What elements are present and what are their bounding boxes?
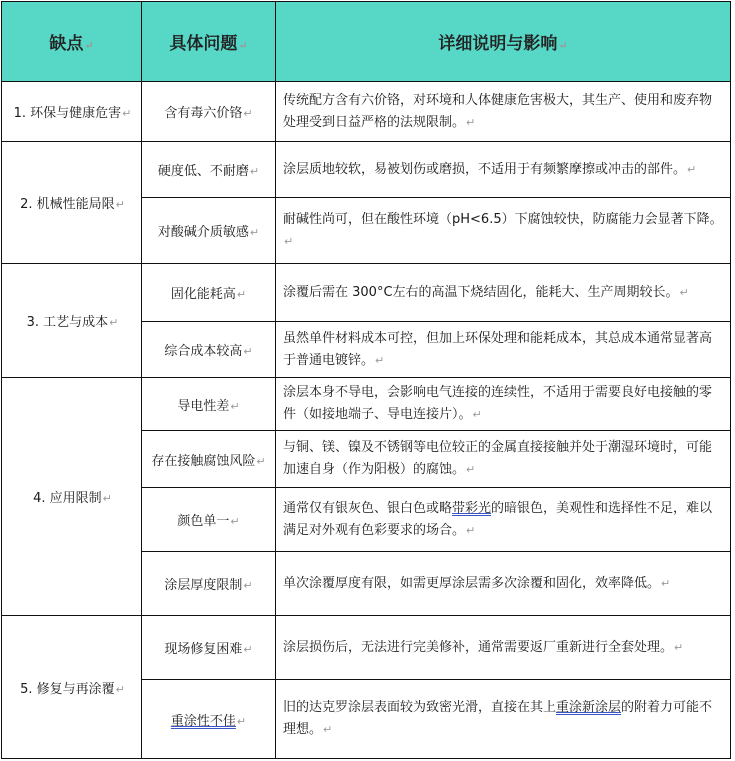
paragraph-mark-icon: ↵ — [466, 115, 476, 129]
description-text: 涂层本身不导电，会影响电气连接的连续性，不适用于需要良好电接触的零件（如接地端子、导电连接片）。 — [283, 385, 713, 422]
paragraph-mark-icon: ↵ — [674, 640, 684, 654]
category-cell — [2, 378, 142, 616]
paragraph-mark-icon: ↵ — [249, 226, 260, 239]
paragraph-mark-icon: ↵ — [284, 234, 294, 248]
defects-table — [1, 1, 731, 759]
issue-cell — [142, 552, 276, 616]
description-text: 涂覆后需在 300°C左右的高温下烧结固化，能耗大、生产周期较长。 — [283, 284, 679, 300]
description-cell — [276, 431, 731, 488]
description-text: 与铜、镁、镍及不锈钢等电位较正的金属直接接触并处于潮湿环境时，可能加速自身（作为阳极）的腐蚀。 — [283, 440, 713, 477]
table-row — [2, 142, 731, 198]
paragraph-mark-icon: ↵ — [466, 523, 476, 537]
issue-cell — [142, 198, 276, 264]
description-text: 通常仅有银灰色、银白色或略 — [283, 500, 453, 516]
issue-label: 颜色单一 — [177, 514, 230, 529]
issue-cell — [142, 431, 276, 488]
paragraph-mark-icon: ↵ — [236, 288, 247, 301]
description-text: 旧的达克罗涂层表面较为致密光滑，直接在其上 — [283, 700, 557, 715]
issue-cell — [142, 378, 276, 431]
table-row — [2, 616, 731, 680]
description-cell — [276, 488, 731, 552]
paragraph-mark-icon: ↵ — [109, 316, 119, 329]
paragraph-mark-icon: ↵ — [230, 515, 240, 528]
issue-label: 存在接触腐蚀风险 — [151, 453, 256, 469]
paragraph-mark-icon: ↵ — [466, 463, 476, 476]
paragraph-mark-icon: ↵ — [243, 107, 253, 120]
issue-label: 涂层厚度限制 — [164, 578, 243, 593]
issue-label: 含有毒六价铬 — [164, 106, 243, 121]
issue-label: 现场修复困难 — [164, 642, 243, 657]
category-label: 4. 应用限制 — [33, 491, 102, 506]
table-row — [2, 378, 731, 431]
paragraph-mark-icon: ↵ — [236, 714, 247, 728]
paragraph-mark-icon: ↵ — [115, 682, 125, 696]
issue-label: 综合成本较高 — [164, 344, 243, 359]
issue-label: 对酸碱介质敏感 — [157, 225, 249, 240]
category-cell — [2, 616, 142, 759]
issue-cell — [142, 264, 276, 322]
category-cell — [2, 82, 142, 142]
description-text: 涂层损伤后，无法进行完美修补，通常需要返厂重新进行全套处理。 — [283, 639, 674, 655]
issue-label: 硬度低、不耐磨 — [157, 164, 249, 179]
category-label: 1. 环保与健康危害 — [13, 106, 122, 121]
description-text: 单次涂覆厚度有限，如需更厚涂层需多次涂覆和固化，效率降低。 — [283, 575, 661, 591]
paragraph-mark-icon: ↵ — [243, 345, 253, 358]
description-cell — [276, 82, 731, 142]
issue-cell — [142, 488, 276, 552]
header-description: 详细说明与影响↵ — [276, 2, 731, 82]
description-cell — [276, 378, 731, 431]
description-cell — [276, 264, 731, 322]
issue-cell — [142, 680, 276, 759]
table-row — [2, 264, 731, 322]
spellcheck-underlined-text: 重涂新涂层 — [556, 700, 622, 715]
category-label: 3. 工艺与成本 — [26, 315, 109, 330]
issue-label: 导电性差 — [177, 398, 230, 414]
description-text: 的暗银色，美观性和选择性不足，难以满足对外观有色彩要求的场合。 — [283, 500, 713, 538]
issue-cell — [142, 322, 276, 378]
header-row — [2, 2, 731, 82]
paragraph-mark-icon: ↵ — [243, 579, 253, 592]
paragraph-mark-icon: ↵ — [115, 198, 125, 211]
category-label: 5. 修复与再涂覆 — [20, 681, 115, 697]
header-defect: 缺点↵ — [2, 2, 142, 82]
issue-cell — [142, 616, 276, 680]
description-text: 的附着力可能不理想。 — [283, 700, 713, 737]
paragraph-mark-icon: ↵ — [122, 107, 132, 120]
paragraph-mark-icon: ↵ — [256, 454, 266, 468]
category-label: 2. 机械性能局限 — [20, 197, 115, 212]
table-row — [2, 82, 731, 142]
description-text: 传统配方含有六价铬，对环境和人体健康危害极大，其生产、使用和废弃物处理受到日益严格的法规限制。 — [283, 92, 713, 130]
description-cell — [276, 552, 731, 616]
category-cell — [2, 264, 142, 378]
issue-label: 重涂性不佳 — [170, 713, 236, 729]
description-text: 涂层质地较软，易被划伤或磨损，不适用于有频繁摩擦或冲击的部件。 — [283, 161, 687, 177]
paragraph-mark-icon: ↵ — [323, 723, 333, 736]
header-issue: 具体问题↵ — [142, 2, 276, 82]
category-cell — [2, 142, 142, 264]
description-cell — [276, 142, 731, 198]
paragraph-mark-icon: ↵ — [102, 492, 112, 505]
issue-label: 固化能耗高 — [170, 287, 236, 302]
description-cell — [276, 322, 731, 378]
description-text: 耐碱性尚可，但在酸性环境（pH<6.5）下腐蚀较快，防腐能力会显著下降。 — [283, 211, 723, 227]
description-cell — [276, 198, 731, 264]
paragraph-mark-icon: ↵ — [472, 408, 482, 421]
paragraph-mark-icon: ↵ — [243, 643, 253, 656]
paragraph-mark-icon: ↵ — [679, 285, 689, 299]
issue-cell — [142, 142, 276, 198]
paragraph-mark-icon: ↵ — [661, 576, 671, 590]
description-cell — [276, 680, 731, 759]
description-cell — [276, 616, 731, 680]
description-text: 虽然单件材料成本可控，但加上环保处理和能耗成本，其总成本通常显著高于普通电镀锌。 — [283, 330, 713, 368]
spellcheck-underlined-text: 带彩光 — [452, 500, 492, 516]
paragraph-mark-icon: ↵ — [230, 399, 240, 413]
paragraph-mark-icon: ↵ — [249, 165, 260, 178]
issue-cell — [142, 82, 276, 142]
paragraph-mark-icon: ↵ — [687, 162, 697, 176]
paragraph-mark-icon: ↵ — [375, 353, 385, 367]
